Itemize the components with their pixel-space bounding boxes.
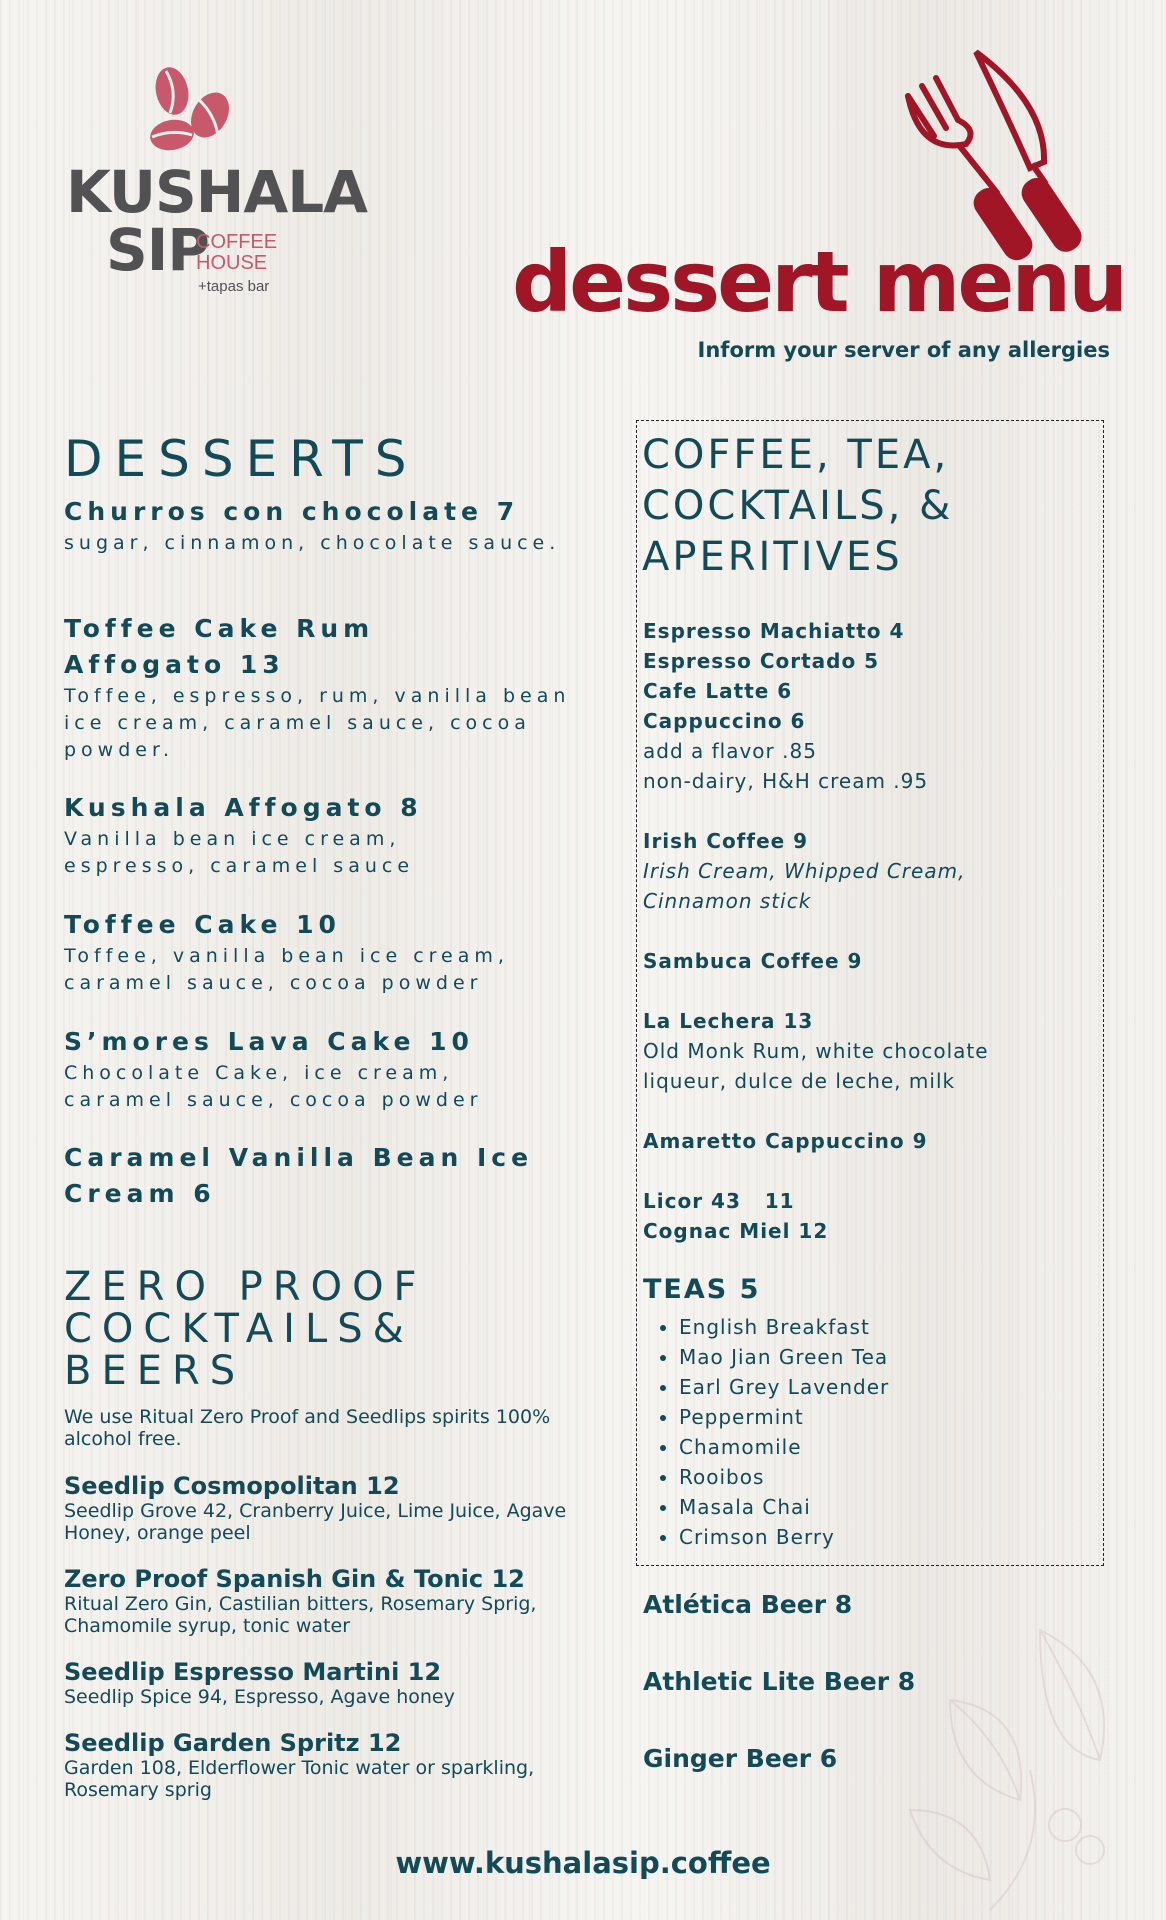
logo-word-sip: SIP [106, 216, 209, 284]
allergy-note: Inform your server of any allergies [697, 338, 1110, 362]
drink-option: non-dairy, H&H cream .95 [643, 769, 929, 793]
tea-item: • Chamomile [679, 1432, 889, 1462]
drink-item: Cafe Latte 6 [643, 679, 793, 703]
teas-heading: TEAS 5 [643, 1274, 761, 1305]
drink-item: Licor 43 11 [643, 1189, 795, 1213]
dessert-desc: sugar, cinnamon, chocolate sauce. [64, 532, 561, 554]
drink-item: Espresso Machiatto 4 [643, 619, 905, 643]
dessert-item [64, 611, 604, 764]
tea-item: • Peppermint [679, 1402, 889, 1432]
zero-proof-name: Zero Proof Spanish Gin & Tonic 12 [64, 1565, 525, 1593]
tea-item: • Crimson Berry [679, 1522, 889, 1552]
tea-item: • Earl Grey Lavender [679, 1372, 889, 1402]
dessert-name: S’mores Lava Cake 10 [64, 1027, 474, 1056]
logo-word-kushala: KUSHALA [66, 158, 368, 226]
coffee-beans-icon [144, 65, 240, 155]
drink-desc: Old Monk Rum, white chocolate [643, 1039, 989, 1063]
zero-proof-item [64, 1472, 584, 1544]
tea-item: • Masala Chai [679, 1492, 889, 1522]
dessert-name: Kushala Affogato 8 [64, 793, 423, 822]
fork-knife-icon [896, 44, 1096, 264]
drink-item: Cappuccino 6 [643, 709, 806, 733]
dessert-name: Toffee Cake Rum Affogato 13 [64, 614, 375, 679]
beer-item: Ginger Beer 6 [643, 1744, 838, 1773]
drinks-heading: COFFEE, TEA, COCKTAILS, & APERITIVES [642, 432, 954, 580]
dessert-name: Toffee Cake 10 [64, 910, 341, 939]
dessert-name: Churros con chocolate 7 [64, 497, 520, 526]
page-title: dessert menu [512, 233, 1125, 331]
zero-proof-desc: Seedlip Grove 42, Cranberry Juice, Lime Juice, Agave Honey, orange peel [64, 1500, 567, 1544]
tea-item: • Rooibos [679, 1462, 889, 1492]
tea-item: • English Breakfast [679, 1312, 889, 1342]
drink-item: Amaretto Cappuccino 9 [643, 1129, 928, 1153]
logo-word-coffee: COFFEE [196, 231, 278, 253]
dessert-item [64, 1024, 604, 1114]
drink-item: La Lechera 13 [643, 1009, 814, 1033]
zero-proof-name: Seedlip Garden Spritz 12 [64, 1729, 402, 1757]
zero-proof-name: Seedlip Cosmopolitan 12 [64, 1472, 400, 1500]
drink-desc: Irish Cream, Whipped Cream, [643, 859, 966, 883]
brand-logo [44, 50, 368, 310]
zero-proof-item [64, 1565, 584, 1637]
drink-item: Sambuca Coffee 9 [643, 949, 863, 973]
zero-proof-desc: Garden 108, Elderflower Tonic water or sparkling, Rosemary sprig [64, 1757, 535, 1801]
zero-proof-heading: ZERO PROOF COCKTAILS& BEERS [64, 1264, 427, 1394]
beer-item: Athletic Lite Beer 8 [643, 1667, 916, 1696]
zero-proof-desc: Ritual Zero Gin, Castilian bitters, Rosemary Sprig, Chamomile syrup, tonic water [64, 1593, 537, 1637]
drink-item: Espresso Cortado 5 [643, 649, 880, 673]
zero-proof-item [64, 1729, 584, 1801]
desserts-heading: DESSERTS [64, 430, 419, 488]
dessert-desc: Vanilla bean ice cream, espresso, caramel sauce [64, 828, 415, 877]
dessert-item [64, 907, 604, 997]
logo-word-house: HOUSE [196, 252, 268, 274]
tea-item: • Mao Jian Green Tea [679, 1342, 889, 1372]
drinks-list [643, 616, 1083, 1246]
drink-item: Irish Coffee 9 [643, 829, 809, 853]
zero-proof-name: Seedlip Espresso Martini 12 [64, 1658, 442, 1686]
beer-item: Atlética Beer 8 [643, 1590, 853, 1619]
drink-desc: Cinnamon stick [643, 889, 812, 913]
dessert-item [64, 1140, 604, 1212]
dessert-desc: Toffee, espresso, rum, vanilla bean ice cream, caramel sauce, cocoa powder. [64, 685, 571, 761]
drink-option: add a flavor .85 [643, 739, 817, 763]
tea-list [643, 1312, 889, 1552]
zero-proof-desc: Seedlip Spice 94, Espresso, Agave honey [64, 1686, 455, 1708]
website-link[interactable]: www.kushalasip.coffee [395, 1846, 771, 1880]
drink-item: Cognac Miel 12 [643, 1219, 829, 1243]
dessert-item [64, 494, 604, 557]
zero-proof-note: We use Ritual Zero Proof and Seedlips spirits 100% alcohol free. [64, 1406, 551, 1450]
dessert-name: Caramel Vanilla Bean Ice Cream 6 [64, 1143, 534, 1208]
drink-desc: liqueur, dulce de leche, milk [643, 1069, 956, 1093]
dessert-desc: Toffee, vanilla bean ice cream, caramel sauce, cocoa powder [64, 945, 509, 994]
zero-proof-item [64, 1658, 584, 1708]
logo-tagline: +tapas bar [198, 278, 270, 295]
dessert-desc: Chocolate Cake, ice cream, caramel sauce, cocoa powder [64, 1062, 483, 1111]
dessert-item [64, 790, 604, 880]
